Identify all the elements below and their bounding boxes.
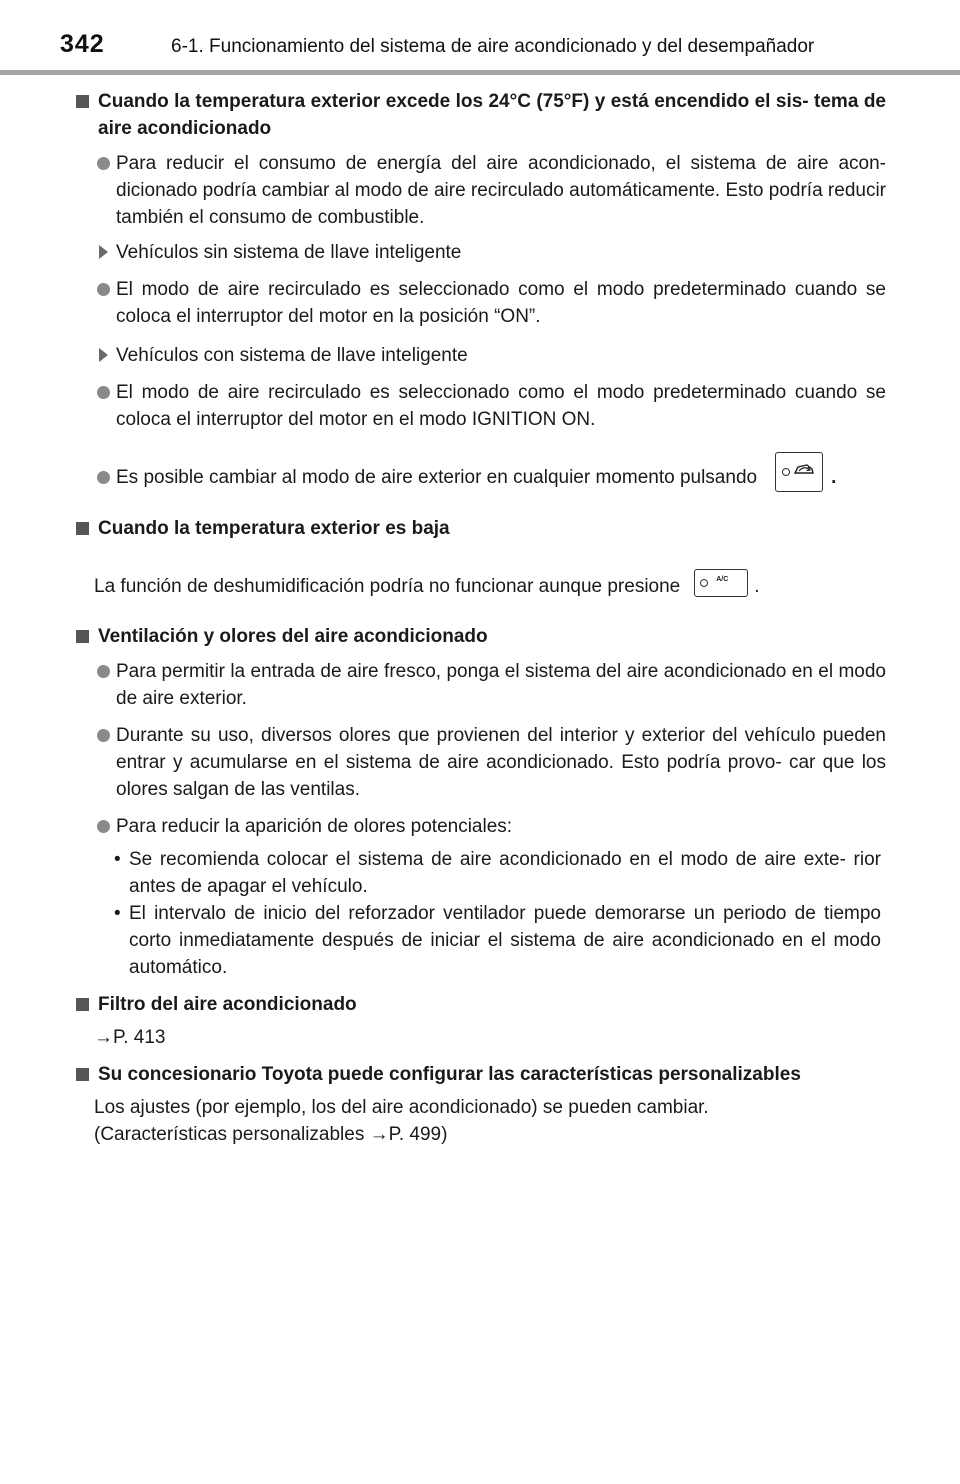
car-recirculate-icon (792, 461, 816, 481)
indicator-light-icon (700, 579, 708, 587)
list-item-text: Para reducir el consumo de energía del aire acondicionado, el sistema de aire acon- dicionado podría cambiar al modo de aire recirculado automáticamente. Esto podría reducir también el consumo de combustible. (116, 153, 886, 228)
paragraph (76, 1094, 886, 1148)
list-item-text: Durante su uso, diversos olores que provienen del interior y exterior del vehículo pueden entrar y acumularse en el sistema de aire acondicionado. Esto podría provo- car que los olores salgan de las ventilas. (116, 725, 886, 800)
header-rule (0, 70, 960, 75)
variant-heading-text: Vehículos sin sistema de llave inteligente (116, 242, 462, 263)
section-heading-cold-temperature (76, 515, 886, 542)
square-bullet-icon (76, 1068, 89, 1081)
list-item (76, 813, 886, 840)
section-heading-filter (76, 991, 886, 1018)
sub-list-item (76, 900, 886, 981)
circle-bullet-icon (97, 665, 110, 678)
indicator-light-icon (782, 468, 790, 476)
page-number: 342 (60, 30, 105, 58)
variant-heading-text: Vehículos con sistema de llave inteligente (116, 345, 468, 366)
sub-list-item-text: Se recomienda colocar el sistema de aire acondicionado en el modo de aire exte- rior antes de apagar el vehículo. (129, 849, 881, 897)
list-item-text: El modo de aire recirculado es seleccionado como el modo predeterminado cuando se coloca el interruptor del motor en la posición “ON”. (116, 279, 886, 327)
section-heading-text: Cuando la temperatura exterior es baja (98, 518, 450, 539)
circle-bullet-icon (97, 386, 110, 399)
paragraph-text: La función de deshumidificación podría no funcionar aunque presione (94, 576, 681, 597)
square-bullet-icon (76, 95, 89, 108)
recirculated-air-button-icon (775, 452, 823, 492)
variant-heading (76, 342, 886, 369)
chapter-title: 6-1. Funcionamiento del sistema de aire acondicionado y del desempañador (171, 36, 815, 57)
circle-bullet-icon (97, 157, 110, 170)
paragraph-line: Los ajustes (por ejemplo, los del aire acondicionado) se pueden cambiar. (94, 1097, 709, 1118)
list-item-text: Es posible cambiar al modo de aire exterior en cualquier momento pulsando (116, 467, 758, 489)
circle-bullet-icon (97, 820, 110, 833)
list-item-text: Para reducir la aparición de olores potenciales: (116, 816, 513, 837)
sub-list-item-text: El intervalo de inicio del reforzador ventilador puede demorarse un periodo de tiempo corto inmediatamente después de iniciar el sistema de aire acondicionado en el modo automático. (129, 903, 881, 978)
list-item (76, 658, 886, 712)
sub-list-item (76, 846, 886, 900)
paragraph (76, 573, 886, 600)
page-reference (76, 1024, 886, 1051)
section-heading-hot-temperature (76, 88, 886, 142)
circle-bullet-icon (97, 283, 110, 296)
page-header (0, 0, 960, 76)
small-dot-icon: • (114, 849, 121, 870)
page-reference-text: →P. 413 (94, 1027, 166, 1048)
square-bullet-icon (76, 998, 89, 1011)
ac-button-icon (694, 569, 748, 597)
list-item-text: El modo de aire recirculado es seleccionado como el modo predeterminado cuando se coloca el interruptor del motor en el modo IGNITION ON. (116, 382, 886, 430)
variant-heading (76, 239, 886, 266)
list-item-text: Para permitir la entrada de aire fresco, ponga el sistema del aire acondicionado en el modo de aire exterior. (116, 661, 886, 709)
list-item (76, 276, 886, 330)
circle-bullet-icon (97, 471, 110, 484)
section-heading-customization (76, 1061, 886, 1088)
section-heading-text: Ventilación y olores del aire acondicionado (98, 626, 488, 647)
section-heading-text: Filtro del aire acondicionado (98, 994, 357, 1015)
square-bullet-icon (76, 630, 89, 643)
triangle-pointer-icon (99, 245, 108, 259)
circle-bullet-icon (97, 729, 110, 742)
page-content (76, 88, 886, 1148)
section-heading-text: Cuando la temperatura exterior excede los 24°C (75°F) y está encendido el sis- tema de aire acondicionado (98, 91, 886, 139)
list-item (76, 379, 886, 433)
sentence-end: . (754, 576, 760, 597)
paragraph-line: (Características personalizables →P. 499) (94, 1124, 448, 1145)
list-item (76, 150, 886, 231)
list-item (76, 722, 886, 803)
sentence-end: . (831, 467, 837, 489)
ac-button-label: A/C (716, 575, 729, 583)
section-heading-text: Su concesionario Toyota puede configurar las características personalizables (98, 1064, 801, 1085)
triangle-pointer-icon (99, 348, 108, 362)
list-item (76, 464, 886, 492)
section-heading-odors (76, 623, 886, 650)
small-dot-icon: • (114, 903, 121, 924)
square-bullet-icon (76, 522, 89, 535)
